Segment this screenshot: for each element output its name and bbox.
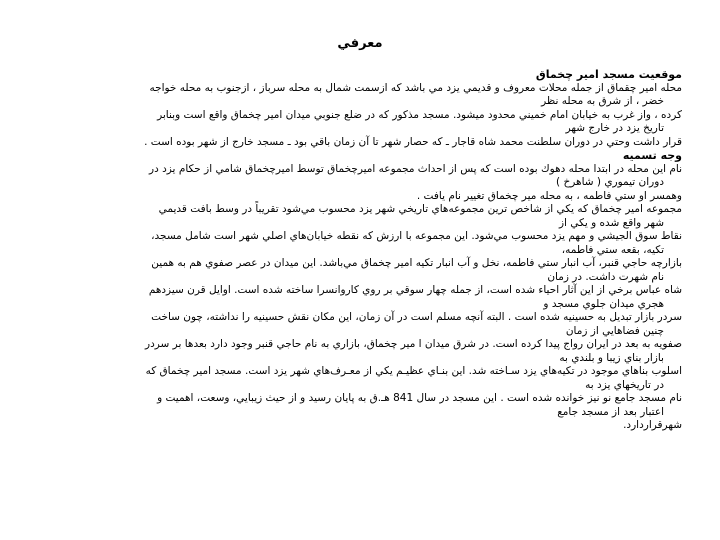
paragraph-line: كرده ، واز غرب به خيابان امام خميني محدود ميشود. مسجد مذكور كه در ضلع جنوبي ميدان امير چخماق واقع است وبنابر bbox=[157, 108, 682, 121]
paragraph bbox=[52, 365, 682, 392]
paragraph bbox=[52, 203, 682, 230]
paragraph bbox=[52, 392, 682, 419]
paragraph-continuation: بازار بناي زيبا و بلندي به bbox=[559, 351, 664, 364]
paragraph bbox=[52, 230, 682, 257]
naming-paragraphs bbox=[52, 163, 682, 433]
paragraph bbox=[52, 163, 682, 190]
paragraph-continuation: هجري ميدان جلوي مسجد و bbox=[543, 297, 664, 310]
paragraph-continuation: نام شهرت داشت. در زمان bbox=[547, 270, 664, 283]
paragraph-line: اسلوب بناهاي موجود در تكيه‌هاي يزد سـاخته شد. اين بنـاي عظيـم يكي از معـرف‌هاي شهر يزد است. مسجد امير چخماق كه bbox=[145, 365, 682, 377]
paragraph-line: نام اين محله در ابتدا محله دهوك بوده است كه پس از احداث مجموعه اميرچخماق توسط اميرچخماق شامي از حكام يزد در bbox=[149, 162, 682, 175]
paragraph bbox=[52, 190, 682, 204]
paragraph bbox=[52, 257, 682, 284]
page-title: معرفي bbox=[337, 36, 383, 51]
location-paragraphs bbox=[52, 82, 682, 150]
paragraph-line: نام مسجد جامع نو نيز خوانده شده است . اين مسجد در سال 841 هـ.ق به پايان رسيد و از حيث زيبايي، وسعت، اهميت و bbox=[157, 392, 682, 404]
paragraph-continuation: دوران تيموري ( شاهرخ ) bbox=[556, 176, 664, 188]
paragraph-line: شهرقراردارد. bbox=[623, 419, 682, 431]
paragraph-line: بازارچه حاجي قنبر، آب انبار ستي فاطمه، نخل و آب انبار تكيه امير چخماق مي‌باشد. اين ميدان در عصر صفوي هم به همين bbox=[151, 257, 682, 269]
paragraph bbox=[52, 419, 682, 433]
paragraph-continuation: در تاريخهاي يزد به bbox=[585, 378, 664, 391]
paragraph-continuation: اعتبار بعد از مسجد جامع bbox=[557, 405, 664, 418]
section-heading-naming: وجه تسميه bbox=[622, 149, 682, 162]
paragraph-line: مجموعه امير چخماق كه يكي از شاخص ترين مجموعه‌هاي تاريخي شهر يزد محسوب مي‌شود تقريباً در وسط بافت قديمي bbox=[158, 203, 682, 215]
paragraph-continuation: خضر ، از شرق به محله نظر bbox=[541, 95, 664, 107]
paragraph-line: صفويه به بعد در ايران رواج پيدا كرده است. در شرق ميدان ا مير چخماق، بازاري به نام حاجي قنبر وجود دارد بعدها بر سردر bbox=[145, 338, 682, 350]
paragraph-line: محله امير چقماق از جمله محلات معروف و قديمي يزد مي باشد كه ازسمت شمال به محله سرباز ، ازجنوب به محله خواجه bbox=[149, 81, 682, 94]
document-body bbox=[52, 68, 682, 433]
section-heading-location: موقعيت مسجد امير چخماق bbox=[535, 68, 682, 81]
paragraph bbox=[52, 136, 682, 150]
paragraph-continuation: چنين فضاهايي از زمان bbox=[565, 324, 664, 337]
paragraph-line: وهمسر او ستي فاطمه ، به محله مير چخماق تغيير نام يافت . bbox=[416, 189, 682, 202]
paragraph bbox=[52, 109, 682, 136]
paragraph-line: قرار داشت وحتي در دوران سلطنت محمد شاه قاجار ـ كه حصار شهر تا آن زمان باقي بود ـ مسجد خارج از شهر بوده است . bbox=[144, 135, 682, 148]
paragraph-line: نقاط سوق الجيشي و مهم يزد محسوب مي‌شود. اين مجموعه با ارزش كه نقطه خيابان‌هاي اصلي شهر است شامل مسجد، bbox=[151, 230, 682, 242]
paragraph-continuation: تكيه، بقعه ستي فاطمه، bbox=[561, 243, 664, 256]
paragraph-line: سردر بازار تبديل به حسينيه شده است . البته آنچه مسلم است در آن زمان، اين مكان نقش حسينيه را نداشته، چون ساخت bbox=[151, 311, 682, 323]
paragraph bbox=[52, 311, 682, 338]
paragraph-continuation: شهر واقع شده و يكي از bbox=[558, 216, 664, 229]
paragraph-line: شاه عباس برخي از اين آثار احياء شده است، از جمله چهار سوقي بر روي كاروانسرا ساخته شده است. اوايل قرن سيزدهم bbox=[148, 284, 682, 296]
paragraph bbox=[52, 82, 682, 109]
paragraph bbox=[52, 338, 682, 365]
paragraph bbox=[52, 284, 682, 311]
paragraph-continuation: تاريخ يزد در خارج شهر bbox=[565, 122, 664, 134]
